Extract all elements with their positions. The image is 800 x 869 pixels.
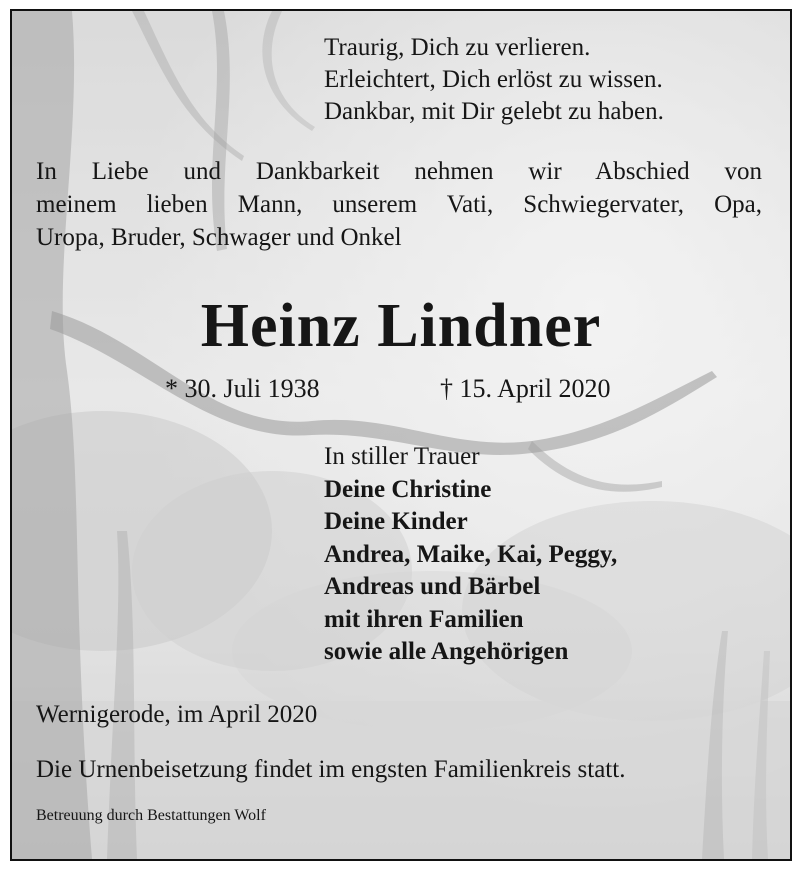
intro-line: Uropa, Bruder, Schwager und Onkel — [36, 224, 402, 251]
mourners-block — [324, 441, 617, 669]
poem — [324, 32, 664, 128]
poem-line: Dankbar, mit Dir gelebt zu haben. — [324, 98, 664, 125]
misty-tree-background-image — [12, 11, 790, 859]
undertaker-credit: Betreuung durch Bestattungen Wolf — [36, 807, 266, 824]
mourner-line: Deine Kinder — [324, 508, 468, 535]
intro-text — [36, 155, 762, 254]
intro-line: meinem lieben Mann, unserem Vati, Schwiegervater, Opa, — [36, 191, 762, 218]
mourner-line: Deine Christine — [324, 475, 492, 503]
burial-note: Die Urnenbeisetzung findet im engsten Familienkreis statt. — [36, 756, 626, 783]
poem-line: Erleichtert, Dich erlöst zu wissen. — [324, 66, 663, 93]
mourner-line: Andrea, Maike, Kai, Peggy, — [324, 540, 618, 568]
obituary-notice — [10, 9, 792, 861]
place-and-date: Wernigerode, im April 2020 — [36, 701, 318, 728]
intro-line: In Liebe und Dankbarkeit nehmen wir Abschied von — [36, 158, 762, 185]
birth-date: * 30. Juli 1938 — [165, 374, 320, 403]
mourner-line: mit ihren Familien — [324, 605, 524, 633]
deceased-name: Heinz Lindner — [200, 292, 602, 360]
death-date: † 15. April 2020 — [440, 374, 611, 403]
mourner-line: Andreas und Bärbel — [324, 573, 541, 600]
mourners-heading: In stiller Trauer — [324, 443, 480, 470]
mourner-line: sowie alle Angehörigen — [324, 638, 569, 665]
poem-line: Traurig, Dich zu verlieren. — [324, 34, 591, 61]
